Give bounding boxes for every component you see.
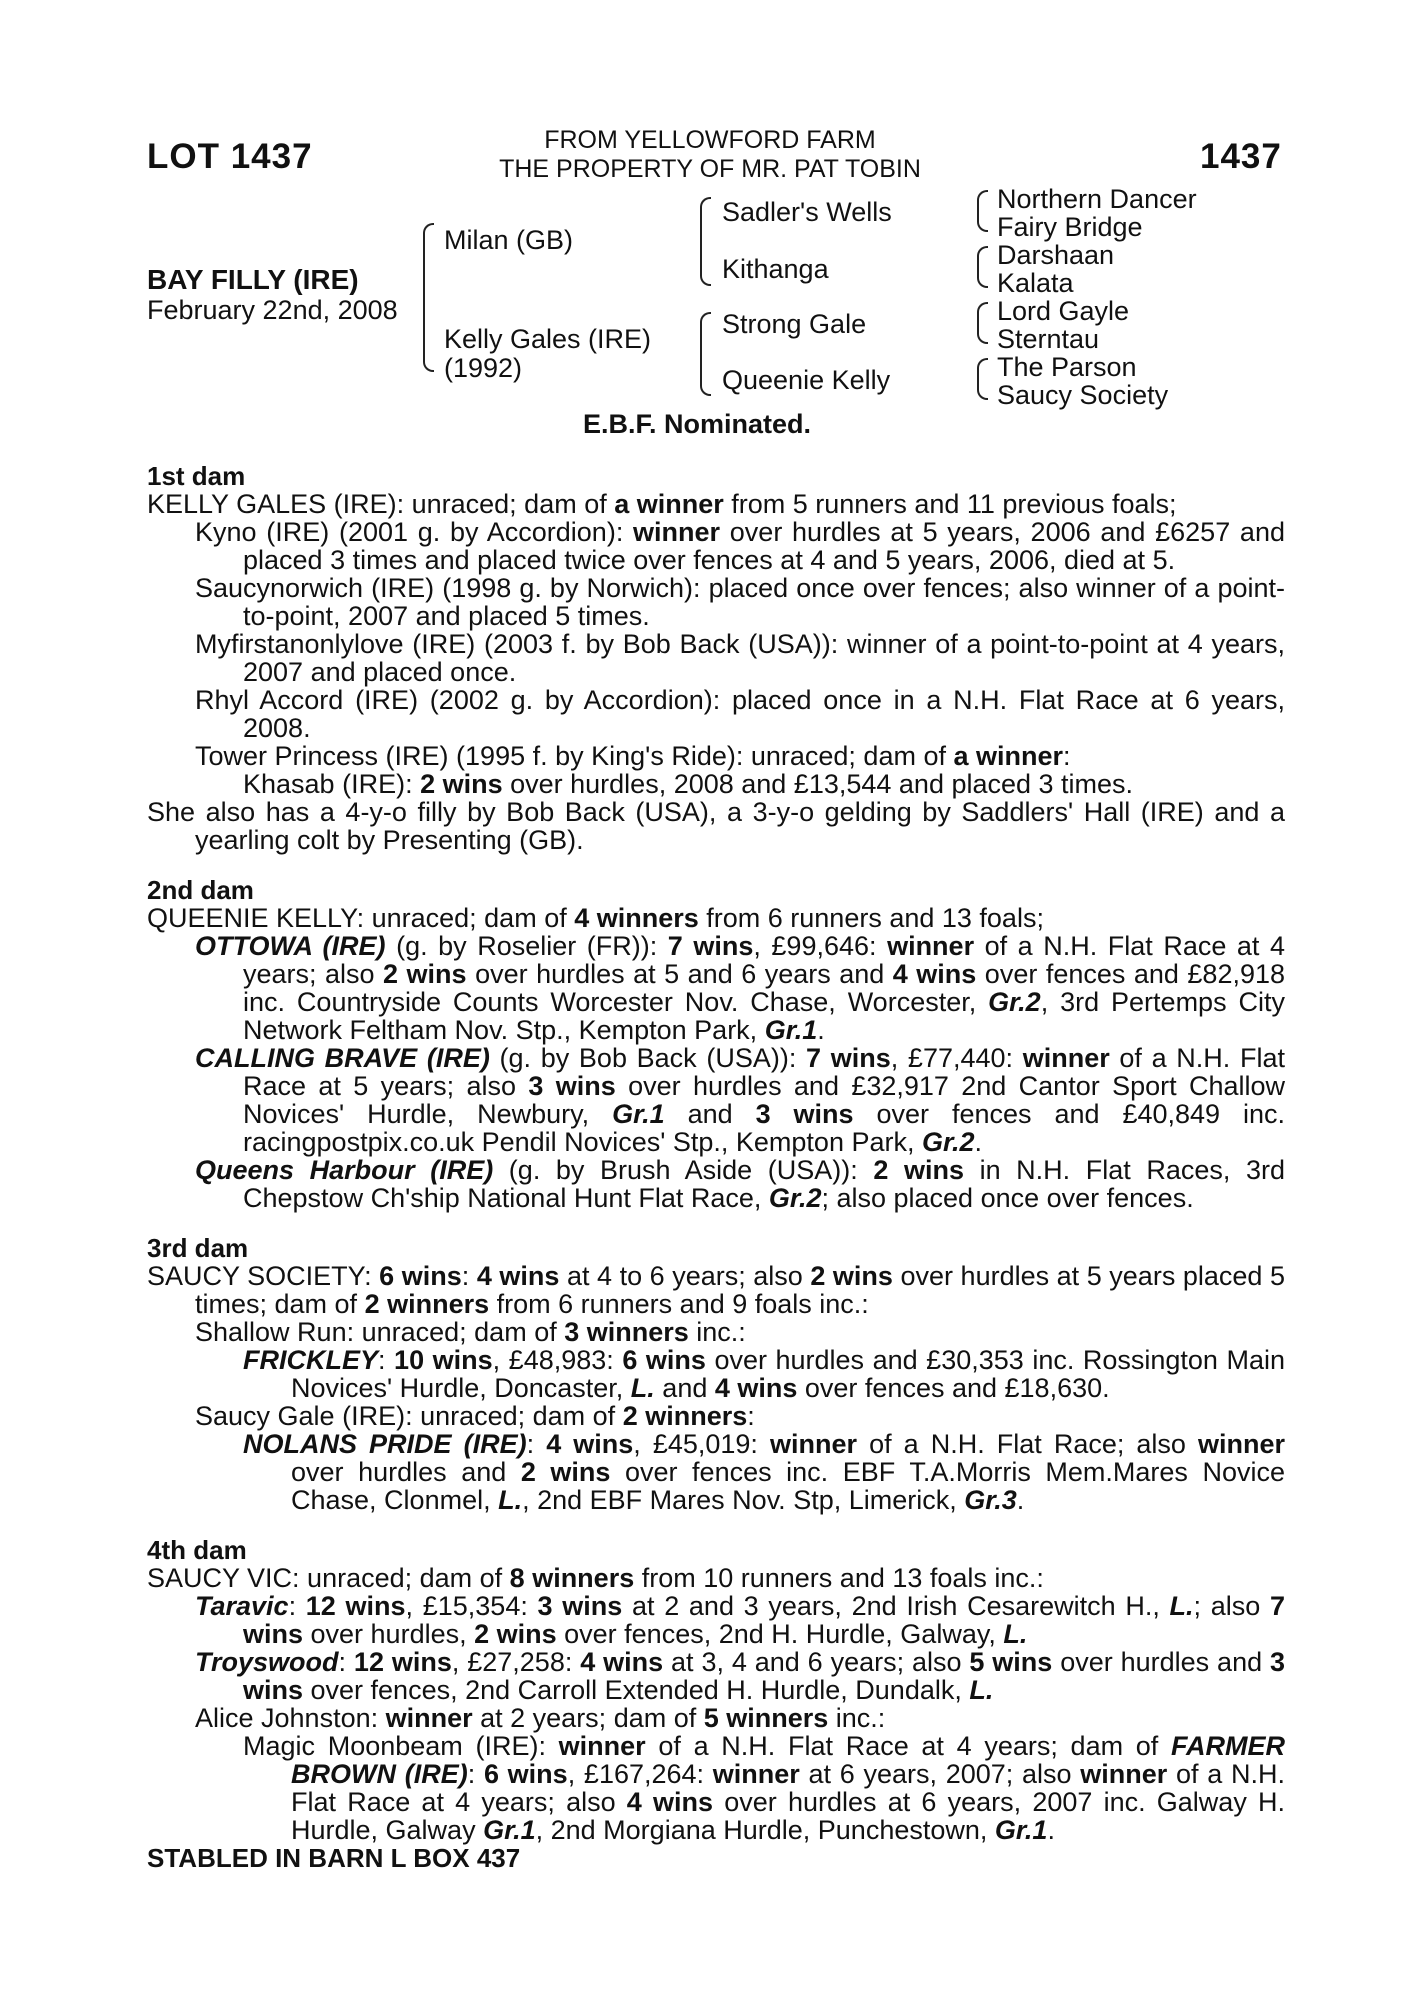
pedigree-brace-g78: [977, 358, 988, 400]
produce-troyswood: Troyswood: 12 wins, £27,258: 4 wins at 3, 4 and 6 years; also 5 wins over hurdles and 3 wins over fences, 2nd Carroll Extended H. Hurdle, Dundalk, L.: [195, 1647, 1286, 1705]
pedigree-brace-g56: [977, 302, 988, 344]
pedigree-g2: Fairy Bridge: [997, 212, 1143, 242]
fourth-dam-intro: SAUCY VIC: unraced; dam of 8 winners from 10 runners and 13 foals inc.:: [147, 1563, 1044, 1593]
produce-myfirstanonlylove: Myfirstanonlylove (IRE) (2003 f. by Bob Back (USA)): winner of a point-to-point at 4 years, 2007 and placed once.: [195, 629, 1285, 687]
produce-taravic: Taravic: 12 wins, £15,354: 3 wins at 2 and 3 years, 2nd Irish Cesarewitch H., L.; also 7 wins over hurdles, 2 wins over fences, 2nd H. Hurdle, Galway, L.: [195, 1591, 1285, 1649]
section-heading-4th-dam: 4th dam: [147, 1535, 247, 1565]
produce-magic-moonbeam: Magic Moonbeam (IRE): winner of a N.H. Flat Race at 4 years; dam of FARMER BROWN (IRE): 6 wins, £167,264: winner at 6 years, 2007; also winner of a N.H. Flat Race at 4 years; also 4 wins over hurdles at 6 years, 2007 inc. Galway H. Hurdle, Galway Gr.1, 2nd Morgiana Hurdle, Punchestown, Gr.1.: [243, 1731, 1286, 1845]
consignor-line-2: THE PROPERTY OF MR. PAT TOBIN: [499, 155, 921, 183]
produce-alice-johnston: Alice Johnston: winner at 2 years; dam of 5 winners inc.:: [195, 1703, 886, 1733]
pedigree-dam-sire: Strong Gale: [722, 309, 867, 339]
pedigree-sire-sire: Sadler's Wells: [722, 197, 892, 227]
first-dam-intro: KELLY GALES (IRE): unraced; dam of a winner from 5 runners and 11 previous foals;: [147, 489, 1177, 519]
produce-queens-harbour: Queens Harbour (IRE) (g. by Brush Aside (USA)): 2 wins in N.H. Flat Races, 3rd Chepstow Ch'ship National Hunt Flat Race, Gr.2; also placed once over fences.: [195, 1155, 1286, 1213]
first-dam-also: She also has a 4-y-o filly by Bob Back (USA), a 3-y-o gelding by Saddlers' Hall (IRE) and a yearling colt by Presenting (GB).: [147, 797, 1285, 855]
ebf-nomination: E.B.F. Nominated.: [583, 409, 812, 439]
pedigree-brace-dam: [700, 312, 711, 396]
pedigree-sire: Milan (GB): [444, 225, 574, 255]
consignor: [440, 126, 980, 184]
pedigree-brace-main: [423, 223, 434, 372]
pedigree-g5: Lord Gayle: [997, 296, 1130, 326]
pedigree-g3: Darshaan: [997, 240, 1115, 270]
lot-number: 1437: [1200, 137, 1282, 176]
third-dam-intro: SAUCY SOCIETY: 6 wins: 4 wins at 4 to 6 years; also 2 wins over hurdles at 5 years placed 5 times; dam of 2 winners from 6 runners and 9 foals inc.:: [147, 1261, 1285, 1319]
pedigree-dam-line-1: Kelly Gales (IRE): [444, 324, 652, 354]
consignor-line-1: FROM YELLOWFORD FARM: [544, 126, 876, 154]
produce-tower-princess: Tower Princess (IRE) (1995 f. by King's Ride): unraced; dam of a winner:: [195, 741, 1071, 771]
section-heading-3rd-dam: 3rd dam: [147, 1233, 249, 1263]
stabling-location: STABLED IN BARN L BOX 437: [147, 1843, 521, 1873]
pedigree-dam-line-2: (1992): [444, 353, 523, 383]
section-heading-1st-dam: 1st dam: [147, 461, 246, 491]
produce-shallow-run: Shallow Run: unraced; dam of 3 winners inc.:: [195, 1317, 746, 1347]
section-heading-2nd-dam: 2nd dam: [147, 875, 254, 905]
pedigree-g4: Kalata: [997, 268, 1074, 298]
pedigree-g7: The Parson: [997, 352, 1137, 382]
foaling-date: February 22nd, 2008: [147, 295, 398, 325]
produce-saucynorwich: Saucynorwich (IRE) (1998 g. by Norwich): placed once over fences; also winner of a point-to-point, 2007 and placed 5 times.: [195, 573, 1285, 631]
pedigree-dam-dam: Queenie Kelly: [722, 365, 891, 395]
produce-record: [147, 462, 1285, 1872]
second-dam-intro: QUEENIE KELLY: unraced; dam of 4 winners from 6 runners and 13 foals;: [147, 903, 1044, 933]
produce-saucy-gale: Saucy Gale (IRE): unraced; dam of 2 winners:: [195, 1401, 755, 1431]
pedigree-brace-g12: [977, 190, 988, 232]
pedigree-brace-sire: [700, 197, 711, 286]
pedigree-g6: Sterntau: [997, 324, 1100, 354]
produce-khasab: Khasab (IRE): 2 wins over hurdles, 2008 and £13,544 and placed 3 times.: [243, 769, 1134, 799]
produce-calling-brave: CALLING BRAVE (IRE) (g. by Bob Back (USA)): 7 wins, £77,440: winner of a N.H. Flat Race at 5 years; also 3 wins over hurdles and £32,917 2nd Cantor Sport Challow Novices' Hurdle, Newbury, Gr.1 and 3 wins over fences and £40,849 inc. racingpostpix.co.uk Pendil Novices' Stp., Kempton Park, Gr.2.: [195, 1043, 1286, 1157]
horse-name: BAY FILLY (IRE): [147, 264, 359, 295]
produce-nolans-pride: NOLANS PRIDE (IRE): 4 wins, £45,019: winner of a N.H. Flat Race; also winner over hurdles and 2 wins over fences inc. EBF T.A.Morris Mem.Mares Novice Chase, Clonmel, L., 2nd EBF Mares Nov. Stp, Limerick, Gr.3.: [243, 1429, 1286, 1515]
produce-kyno: Kyno (IRE) (2001 g. by Accordion): winner over hurdles at 5 years, 2006 and £6257 and placed 3 times and placed twice over fences at 4 and 5 years, 2006, died at 5.: [195, 517, 1285, 575]
pedigree-brace-g34: [977, 246, 988, 288]
pedigree-g8: Saucy Society: [997, 380, 1169, 410]
produce-ottowa: OTTOWA (IRE) (g. by Roselier (FR)): 7 wins, £99,646: winner of a N.H. Flat Race at 4 years; also 2 wins over hurdles at 5 and 6 years and 4 wins over fences and £82,918 inc. Countryside Counts Worcester Nov. Chase, Worcester, Gr.2, 3rd Pertemps City Network Feltham Nov. Stp., Kempton Park, Gr.1.: [195, 931, 1286, 1045]
produce-rhyl-accord: Rhyl Accord (IRE) (2002 g. by Accordion): placed once in a N.H. Flat Race at 6 years, 2008.: [195, 685, 1285, 743]
pedigree-g1: Northern Dancer: [997, 184, 1197, 214]
pedigree-sire-dam: Kithanga: [722, 254, 829, 284]
produce-frickley: FRICKLEY: 10 wins, £48,983: 6 wins over hurdles and £30,353 inc. Rossington Main Novices' Hurdle, Doncaster, L. and 4 wins over fences and £18,630.: [243, 1345, 1286, 1403]
lot-label: LOT 1437: [147, 137, 313, 176]
